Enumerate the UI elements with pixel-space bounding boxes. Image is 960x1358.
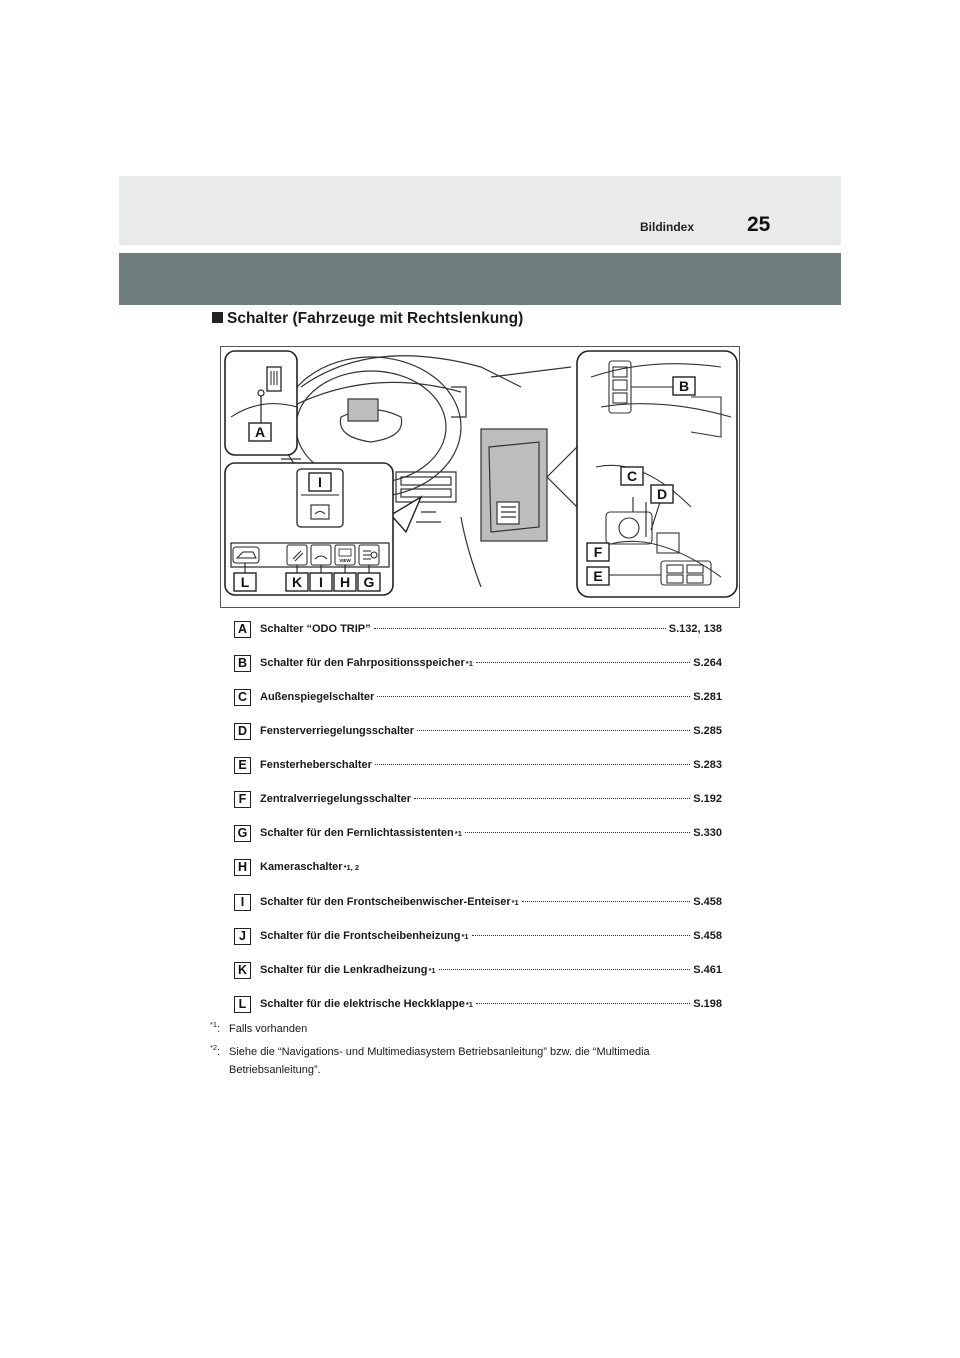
item-footnote-ref: *1, 2 — [343, 863, 359, 872]
leader-dots — [522, 901, 691, 902]
item-label-text: Schalter für den Frontscheibenwischer-Enteiser — [260, 896, 511, 908]
item-letter-box: G — [234, 825, 251, 842]
square-bullet-icon — [212, 312, 223, 323]
item-label-text: Kameraschalter — [260, 861, 343, 873]
item-letter-box: D — [234, 723, 251, 740]
dashboard-illustration — [221, 347, 740, 608]
item-letter-box: H — [234, 859, 251, 876]
header-band — [119, 253, 841, 305]
view-label: VIEW — [339, 558, 351, 563]
footnote-2: $^{*2}$: Siehe die “Navigations- und Multimediasystem Betriebsanleitung” bzw. die “Multimedia Betriebsanleitung”. — [210, 1043, 228, 1058]
list-item — [234, 894, 722, 912]
section-title-text: Schalter (Fahrzeuge mit Rechtslenkung) — [227, 310, 524, 327]
leader-dots — [465, 832, 690, 833]
item-page-ref: S.198 — [693, 998, 722, 1010]
item-label — [260, 896, 722, 908]
item-letter-box: K — [234, 962, 251, 979]
item-page-ref: S.285 — [693, 725, 722, 737]
item-label — [260, 691, 722, 703]
item-label-text: Schalter für die Lenkradheizung — [260, 964, 428, 976]
callout-I: I — [319, 574, 323, 590]
leader-dots — [476, 662, 690, 663]
callout-F: F — [593, 544, 603, 560]
callout-L: L — [240, 574, 250, 590]
item-label-text: Zentralverriegelungsschalter — [260, 793, 412, 805]
list-item — [234, 791, 722, 809]
item-label — [260, 793, 722, 805]
list-item — [234, 655, 722, 673]
item-page-ref: S.461 — [693, 964, 722, 976]
list-item — [234, 825, 722, 843]
item-page-ref: S.192 — [693, 793, 722, 805]
item-label — [260, 725, 722, 737]
item-page-ref: S.458 — [693, 896, 722, 908]
item-label-text: Schalter für die elektrische Heckklappe — [260, 998, 465, 1010]
callout-D: D — [656, 486, 668, 502]
item-label — [260, 930, 722, 942]
leader-dots — [374, 628, 666, 629]
list-item — [234, 962, 722, 980]
list-item — [234, 859, 722, 877]
item-page-ref: S.132, 138 — [668, 623, 722, 635]
leader-dots — [439, 969, 691, 970]
item-footnote-ref: *1 — [511, 898, 519, 907]
item-label-text: Außenspiegelschalter — [260, 691, 375, 703]
list-item — [234, 723, 722, 741]
list-item — [234, 621, 722, 639]
item-label-text: Schalter für den Fernlichtassistenten — [260, 827, 454, 839]
item-label-text: Schalter “ODO TRIP” — [260, 623, 371, 635]
item-footnote-ref: *1 — [454, 829, 462, 838]
callout-E: E — [593, 568, 603, 584]
item-label-text: Fensterheberschalter — [260, 759, 372, 771]
leader-dots — [414, 798, 690, 799]
item-label — [260, 759, 722, 771]
item-label — [260, 827, 722, 839]
list-item — [234, 996, 722, 1014]
page-number: 25 — [747, 213, 771, 236]
item-letter-box: E — [234, 757, 251, 774]
callout-B: B — [678, 378, 690, 394]
list-item — [234, 928, 722, 946]
item-label-text: Fensterverriegelungsschalter — [260, 725, 415, 737]
item-footnote-ref: *1 — [465, 659, 473, 668]
callout-H: H — [339, 574, 351, 590]
list-item — [234, 757, 722, 775]
header-section-title: Bildindex — [640, 220, 695, 234]
item-label — [260, 861, 722, 873]
item-letter-box: J — [234, 928, 251, 945]
leader-dots — [476, 1003, 690, 1004]
footnote-mark: *1 — [210, 1020, 218, 1029]
item-label — [260, 657, 722, 669]
callout-K: K — [291, 574, 303, 590]
leader-dots — [417, 730, 690, 731]
section-title — [212, 310, 523, 328]
footnote-1: $^{*1}$: Falls vorhanden — [210, 1020, 228, 1035]
item-footnote-ref: *1 — [461, 932, 469, 941]
footnote-text: Falls vorhanden — [229, 1023, 308, 1035]
footnote-text: Siehe die “Navigations- und Multimediasystem Betriebsanleitung” bzw. die “Multimedia Betriebsanleitung”. — [229, 1046, 650, 1076]
item-page-ref: S.264 — [693, 657, 722, 669]
callout-C: C — [626, 468, 638, 484]
item-letter-box: C — [234, 689, 251, 706]
item-label-text: Schalter für den Fahrpositionsspeicher — [260, 657, 465, 669]
header-bar — [119, 176, 841, 245]
item-label-text: Schalter für die Frontscheibenheizung — [260, 930, 461, 942]
leader-dots — [377, 696, 690, 697]
callout-A: A — [254, 424, 266, 440]
item-page-ref: S.283 — [693, 759, 722, 771]
item-page-ref: S.330 — [693, 827, 722, 839]
leader-dots — [472, 935, 691, 936]
callout-J: I — [318, 474, 322, 490]
item-letter-box: A — [234, 621, 251, 638]
item-label — [260, 623, 722, 635]
item-footnote-ref: *1 — [465, 1000, 473, 1009]
item-letter-box: F — [234, 791, 251, 808]
item-page-ref: S.281 — [693, 691, 722, 703]
item-footnote-ref: *1 — [428, 966, 436, 975]
item-label — [260, 964, 722, 976]
list-item — [234, 689, 722, 707]
switch-illustration — [220, 346, 740, 608]
item-letter-box: L — [234, 996, 251, 1013]
footnote-mark: *2 — [210, 1043, 218, 1052]
leader-dots — [375, 764, 690, 765]
item-page-ref: S.458 — [693, 930, 722, 942]
callout-G: G — [363, 574, 375, 590]
item-letter-box: I — [234, 894, 251, 911]
item-letter-box: B — [234, 655, 251, 672]
item-label — [260, 998, 722, 1010]
